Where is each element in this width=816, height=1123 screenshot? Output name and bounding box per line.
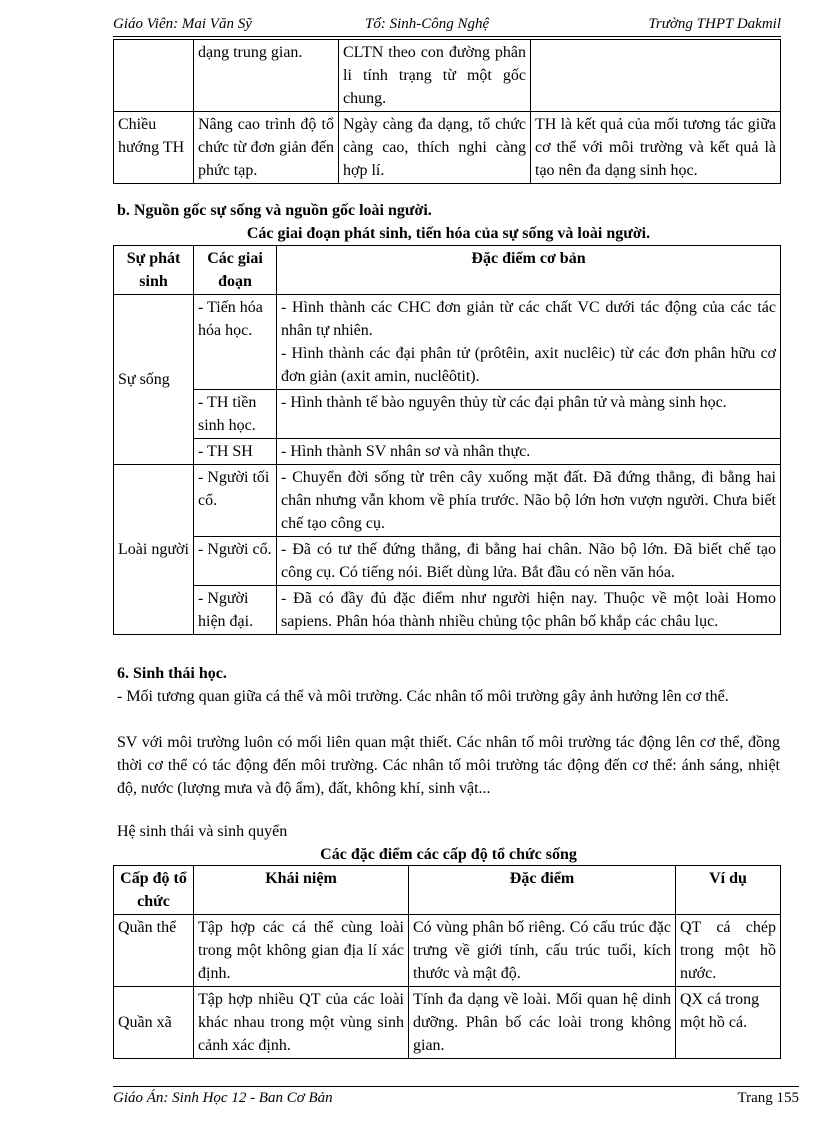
column-header: Đặc điểm xyxy=(409,866,676,915)
table-row xyxy=(114,987,781,1059)
table-row xyxy=(114,465,781,537)
page-header xyxy=(113,14,781,37)
table-row xyxy=(114,112,781,184)
column-header: Cấp độ tổ chức xyxy=(114,866,194,915)
group-label-life: Sự sống xyxy=(114,295,194,465)
page-footer xyxy=(113,1086,799,1109)
table-row xyxy=(114,586,781,635)
table-header-row xyxy=(114,866,781,915)
column-header: Các giai đoạn xyxy=(194,246,277,295)
table-row xyxy=(114,295,781,390)
section-6-para2: SV với môi trường luôn có mối liên quan mật thiết. Các nhân tố môi trường tác động lên cơ thể, đồng thời cơ thể có tác động đến môi trường. Các nhân tố môi trường tác động đến cơ thể: ánh sáng, nhiệt độ, nước (lượng mưa và độ ẩm), đất, không khí, sinh vật... xyxy=(117,734,780,797)
section-6-para1: - Mối tương quan giữa cá thể và môi trường. Các nhân tố môi trường gây ảnh hưởng lên cơ thể. xyxy=(117,688,729,705)
table2-title: Các giai đoạn phát sinh, tiến hóa của sự sống và loài người. xyxy=(246,225,651,242)
description-cell: - Đã có đầy đủ đặc điểm như người hiện nay. Thuộc về một loài Homo sapiens. Phân hóa thành nhiều chủng tộc phân bố khắp các châu lục. xyxy=(277,586,781,635)
example-cell: QX cá trong một hồ cá. xyxy=(676,987,781,1059)
description-cell: - Đã có tư thế đứng thẳng, đi bằng hai chân. Não bộ lớn. Đã biết chế tạo công cụ. Có tiếng nói. Biết dùng lửa. Bắt đầu có nền văn hóa. xyxy=(277,537,781,586)
column-header: Khái niệm xyxy=(194,866,409,915)
table-cell: TH là kết quả của mối tương tác giữa cơ thể với môi trường và kết quả là tạo nên đa dạng sinh học. xyxy=(531,112,781,184)
section-6-para3: Hệ sinh thái và sinh quyển xyxy=(117,823,288,840)
concept-cell: Tập hợp các cá thể cùng loài trong một không gian địa lí xác định. xyxy=(194,915,409,987)
table-row xyxy=(114,537,781,586)
section-6-heading: 6. Sinh thái học. xyxy=(117,665,227,682)
table-row xyxy=(114,390,781,439)
footer-left: Giáo Án: Sinh Học 12 - Ban Cơ Bản xyxy=(113,1090,333,1106)
stage-cell: - TH SH xyxy=(194,439,277,465)
header-teacher: Giáo Viên: Mai Văn Sỹ xyxy=(113,16,252,32)
level-cell: Quần thể xyxy=(114,915,194,987)
desc-line: - Hình thành các đại phân tử (prôtêin, axit nuclêic) từ các đơn phân hữu cơ đơn giản (axit amin, nuclêôtit). xyxy=(281,345,776,385)
table-cell: dạng trung gian. xyxy=(194,40,339,112)
description-cell xyxy=(277,295,781,390)
evolution-continuation-table xyxy=(113,39,781,184)
feature-cell: Có vùng phân bố riêng. Có cấu trúc đặc trưng về giới tính, cấu trúc tuổi, kích thước và mật độ. xyxy=(409,915,676,987)
stage-cell: - Người cổ. xyxy=(194,537,277,586)
column-header: Đặc điểm cơ bản xyxy=(277,246,781,295)
table-cell: Nâng cao trình độ tổ chức từ đơn giản đến phức tạp. xyxy=(194,112,339,184)
feature-cell: Tính đa dạng về loài. Mối quan hệ dinh dưỡng. Phân bố các loài trong không gian. xyxy=(409,987,676,1059)
table-header-row xyxy=(114,246,781,295)
organization-levels-table xyxy=(113,865,781,1059)
group-label-human: Loài người xyxy=(114,465,194,635)
header-school: Trường THPT Dakmil xyxy=(648,16,781,32)
table-row xyxy=(114,439,781,465)
table-cell: CLTN theo con đường phân li tính trạng từ một gốc chung. xyxy=(339,40,531,112)
table-row xyxy=(114,40,781,112)
column-header: Ví dụ xyxy=(676,866,781,915)
table-row xyxy=(114,915,781,987)
description-cell: - Chuyển đời sống từ trên cây xuống mặt đất. Đã đứng thẳng, đi bằng hai chân nhưng vẫn khom về phía trước. Não bộ lớn hơn vượn người. Chưa biết chế tạo công cụ. xyxy=(277,465,781,537)
table-cell: Ngày càng đa dạng, tổ chức càng cao, thích nghi càng hợp lí. xyxy=(339,112,531,184)
header-group: Tổ: Sinh-Công Nghệ xyxy=(365,16,490,32)
table-cell xyxy=(531,40,781,112)
description-cell: - Hình thành SV nhân sơ và nhân thực. xyxy=(277,439,781,465)
table-cell: Chiều hướng TH xyxy=(114,112,194,184)
desc-line: - Hình thành các CHC đơn giản từ các chất VC dưới tác động của các tác nhân tự nhiên. xyxy=(281,299,776,339)
concept-cell: Tập hợp nhiều QT của các loài khác nhau trong một vùng sinh cảnh xác định. xyxy=(194,987,409,1059)
table-cell xyxy=(114,40,194,112)
origin-of-life-table xyxy=(113,245,781,635)
example-cell: QT cá chép trong một hồ nước. xyxy=(676,915,781,987)
table3-title: Các đặc điểm các cấp độ tổ chức sống xyxy=(320,846,577,863)
column-header: Sự phát sinh xyxy=(114,246,194,295)
stage-cell: - TH tiền sinh học. xyxy=(194,390,277,439)
stage-cell: - Người hiện đại. xyxy=(194,586,277,635)
section-b-heading: b. Nguồn gốc sự sống và nguồn gốc loài người. xyxy=(117,202,432,219)
stage-cell: - Người tối cổ. xyxy=(194,465,277,537)
stage-cell: - Tiến hóa hóa học. xyxy=(194,295,277,390)
description-cell: - Hình thành tế bào nguyên thủy từ các đại phân tử và màng sinh học. xyxy=(277,390,781,439)
page-number: Trang 155 xyxy=(737,1090,799,1106)
level-cell: Quần xã xyxy=(114,987,194,1059)
